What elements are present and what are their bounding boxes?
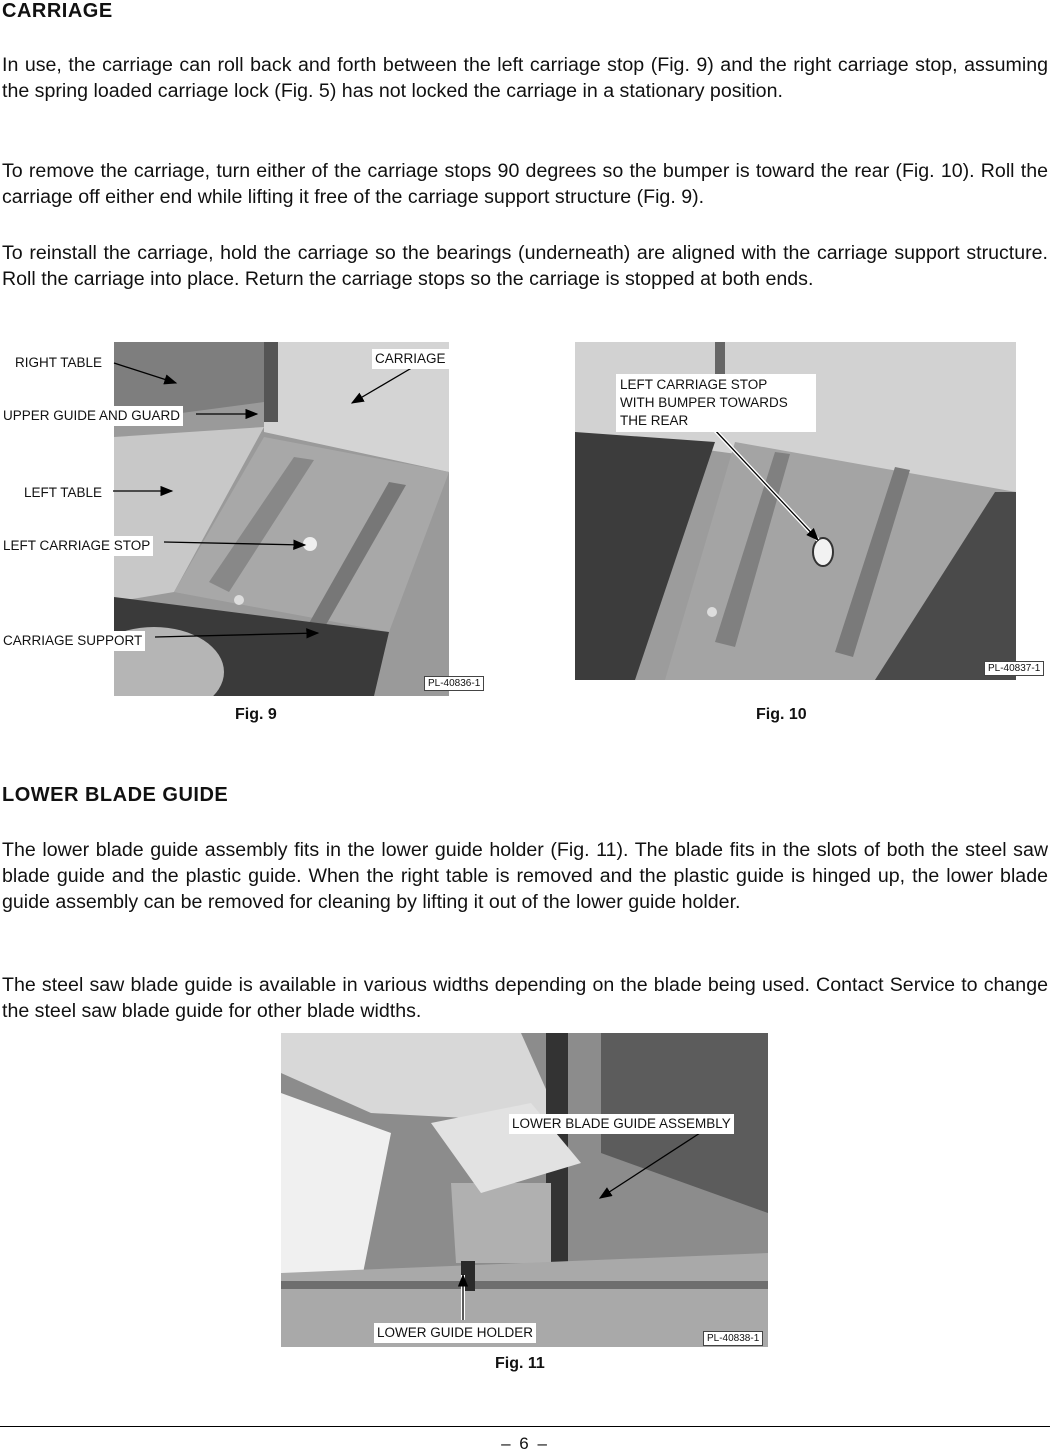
fig11-part-number: PL-40838-1 xyxy=(703,1331,763,1346)
lower-blade-guide-paragraph-2: The steel saw blade guide is available in various widths depending on the blade being used. Contact Service to change the steel saw blade guide for other blade widths. xyxy=(2,974,1048,1022)
carriage-paragraph-3: To reinstall the carriage, hold the carriage so the bearings (underneath) are aligned with the carriage support structure. Roll the carriage into place. Return the carriage stops so the carriage is stopped at both ends. xyxy=(2,242,1048,290)
label-fig10-line3: THE REAR xyxy=(620,413,689,428)
label-fig10-line2: WITH BUMPER TOWARDS xyxy=(620,395,788,410)
label-carriage: CARRIAGE xyxy=(372,349,449,369)
fig9-photo xyxy=(114,342,449,696)
footer-rule xyxy=(0,1426,1050,1427)
lower-blade-guide-heading: LOWER BLADE GUIDE xyxy=(2,784,229,806)
label-left-carriage-stop: LEFT CARRIAGE STOP xyxy=(0,536,153,556)
fig10-caption: Fig. 10 xyxy=(756,706,807,723)
label-lower-blade-guide-assembly: LOWER BLADE GUIDE ASSEMBLY xyxy=(509,1114,734,1134)
carriage-paragraph-2: To remove the carriage, turn either of the carriage stops 90 degrees so the bumper is toward the rear (Fig. 10). Roll the carriage off either end while lifting it free of the carriage support structure (Fig. 9). xyxy=(2,160,1048,208)
label-fig10-left-carriage-stop xyxy=(616,374,816,432)
carriage-paragraph-1: In use, the carriage can roll back and forth between the left carriage stop (Fig. 9) and the right carriage stop, assuming the spring loaded carriage lock (Fig. 5) has not locked the carriage in a stationary position. xyxy=(2,54,1048,102)
page-number: – 6 – xyxy=(501,1434,549,1453)
label-left-table: LEFT TABLE xyxy=(21,483,105,503)
label-lower-guide-holder: LOWER GUIDE HOLDER xyxy=(374,1323,536,1343)
carriage-heading: CARRIAGE xyxy=(2,0,113,22)
label-right-table: RIGHT TABLE xyxy=(12,353,105,373)
fig11-caption: Fig. 11 xyxy=(495,1355,545,1372)
label-carriage-support: CARRIAGE SUPPORT xyxy=(0,631,145,651)
label-upper-guide-and-guard: UPPER GUIDE AND GUARD xyxy=(0,406,183,426)
fig10-part-number: PL-40837-1 xyxy=(984,661,1044,676)
label-fig10-line1: LEFT CARRIAGE STOP xyxy=(620,377,768,392)
fig9-part-number: PL-40836-1 xyxy=(424,676,484,691)
lower-blade-guide-paragraph-1: The lower blade guide assembly fits in the lower guide holder (Fig. 11). The blade fits in the slots of both the steel saw blade guide and the plastic guide. When the right table is removed and the plastic guide is hinged up, the lower blade guide assembly can be removed for cleaning by lifting it out of the lower guide holder. xyxy=(2,839,1048,913)
fig9-caption: Fig. 9 xyxy=(235,706,277,723)
fig11-photo xyxy=(281,1033,768,1347)
